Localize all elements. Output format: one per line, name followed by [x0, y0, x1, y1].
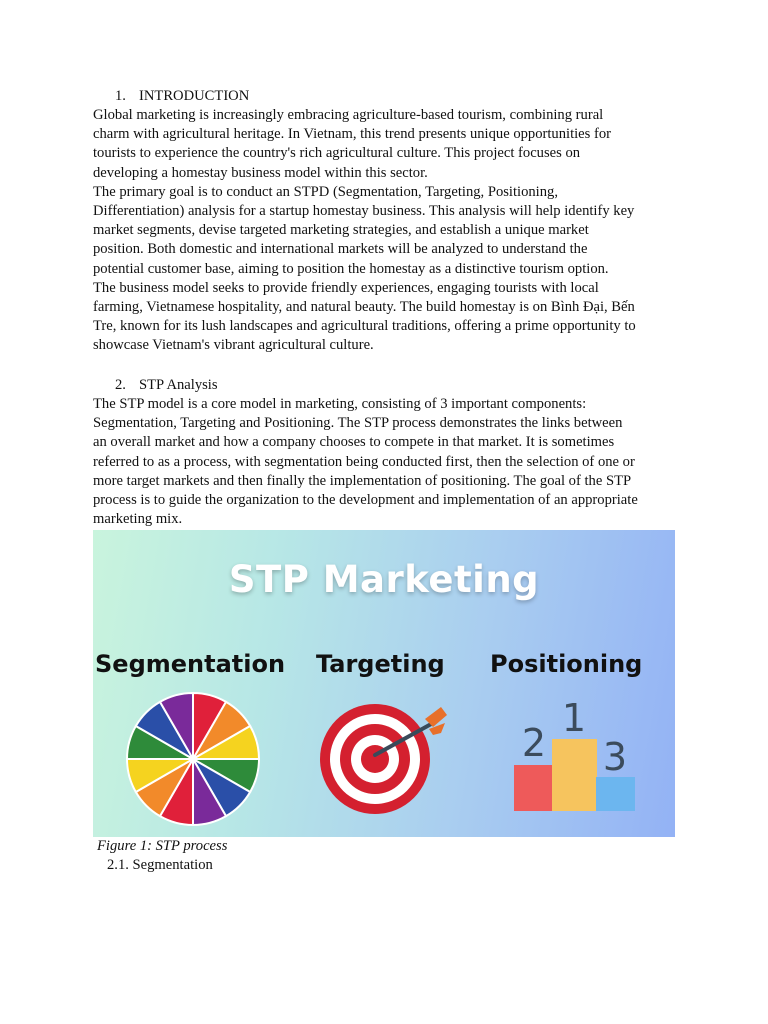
podium-icon: [514, 696, 635, 811]
body-line: charm with agricultural heritage. In Vietnam, this trend presents unique opportunities for: [93, 126, 612, 143]
section-1-title: INTRODUCTION: [139, 88, 250, 104]
section-1-number: 1.: [115, 88, 126, 104]
body-line: The STP model is a core model in marketing, consisting of 3 important components:: [93, 396, 587, 412]
figure-caption: Figure 1: STP process: [97, 838, 228, 854]
podium-second-block: [514, 765, 554, 811]
positioning-label: Positioning: [490, 650, 643, 678]
body-line: developing a homestay business model within this sector.: [93, 164, 428, 181]
body-line: Global marketing is increasingly embracing agriculture-based tourism, combining rural: [93, 107, 604, 123]
podium-second-number: 2: [521, 721, 547, 765]
podium-first-block: [552, 739, 597, 811]
body-line: Differentiation) analysis for a startup homestay business. This analysis will help identify key: [93, 203, 635, 220]
body-line: potential customer base, aiming to position the homestay as a distinctive tourism option.: [93, 260, 609, 277]
targeting-label: Targeting: [316, 650, 445, 678]
figure-title: STP Marketing: [228, 558, 540, 601]
section-1-heading: [115, 87, 249, 106]
figure-graphics: [93, 530, 675, 837]
section-1-body: [93, 106, 683, 356]
body-line: showcase Vietnam's vibrant agricultural culture.: [93, 337, 374, 354]
body-line: marketing mix.: [93, 511, 183, 528]
body-line: an overall market and how a company chooses to compete in that market. It is sometimes: [93, 434, 615, 451]
body-line: position. Both domestic and international markets will be analyzed to understand the: [93, 241, 588, 258]
podium-first-number: 1: [561, 696, 587, 740]
stp-figure: [93, 530, 675, 837]
body-line: referred to as a process, with segmentation being conducted first, then the selection of one or: [93, 453, 635, 470]
segmentation-label: Segmentation: [95, 650, 286, 678]
body-line: more target markets and then finally the implementation of positioning. The goal of the STP: [93, 472, 632, 489]
target-icon: [320, 704, 447, 814]
segmentation-wheel-icon: [127, 693, 259, 825]
body-line: The primary goal is to conduct an STPD (Segmentation, Targeting, Positioning,: [93, 183, 558, 200]
body-line: process is to guide the organization to the development and implementation of an appropriate: [93, 492, 638, 509]
body-line: market segments, devise targeted marketing strategies, and establish a unique market: [93, 222, 589, 239]
subsection-heading: 2.1. Segmentation: [107, 857, 213, 873]
body-line: farming, Vietnamese hospitality, and natural beauty. The build homestay is on Bình Đại, Bến: [93, 299, 635, 316]
podium-third-block: [596, 777, 635, 811]
body-line: Segmentation, Targeting and Positioning. The STP process demonstrates the links between: [93, 415, 623, 432]
podium-third-number: 3: [602, 735, 628, 779]
body-line: The business model seeks to provide friendly experiences, engaging tourists with local: [93, 279, 599, 296]
section-2-heading: [115, 376, 218, 395]
body-line: Tre, known for its lush landscapes and agricultural traditions, offering a prime opportunity to: [93, 318, 636, 335]
body-line: tourists to experience the country's rich agricultural culture. This project focuses on: [93, 145, 581, 162]
section-2-body: [93, 395, 683, 529]
section-2-title: STP Analysis: [139, 377, 218, 393]
section-2-number: 2.: [115, 377, 126, 393]
